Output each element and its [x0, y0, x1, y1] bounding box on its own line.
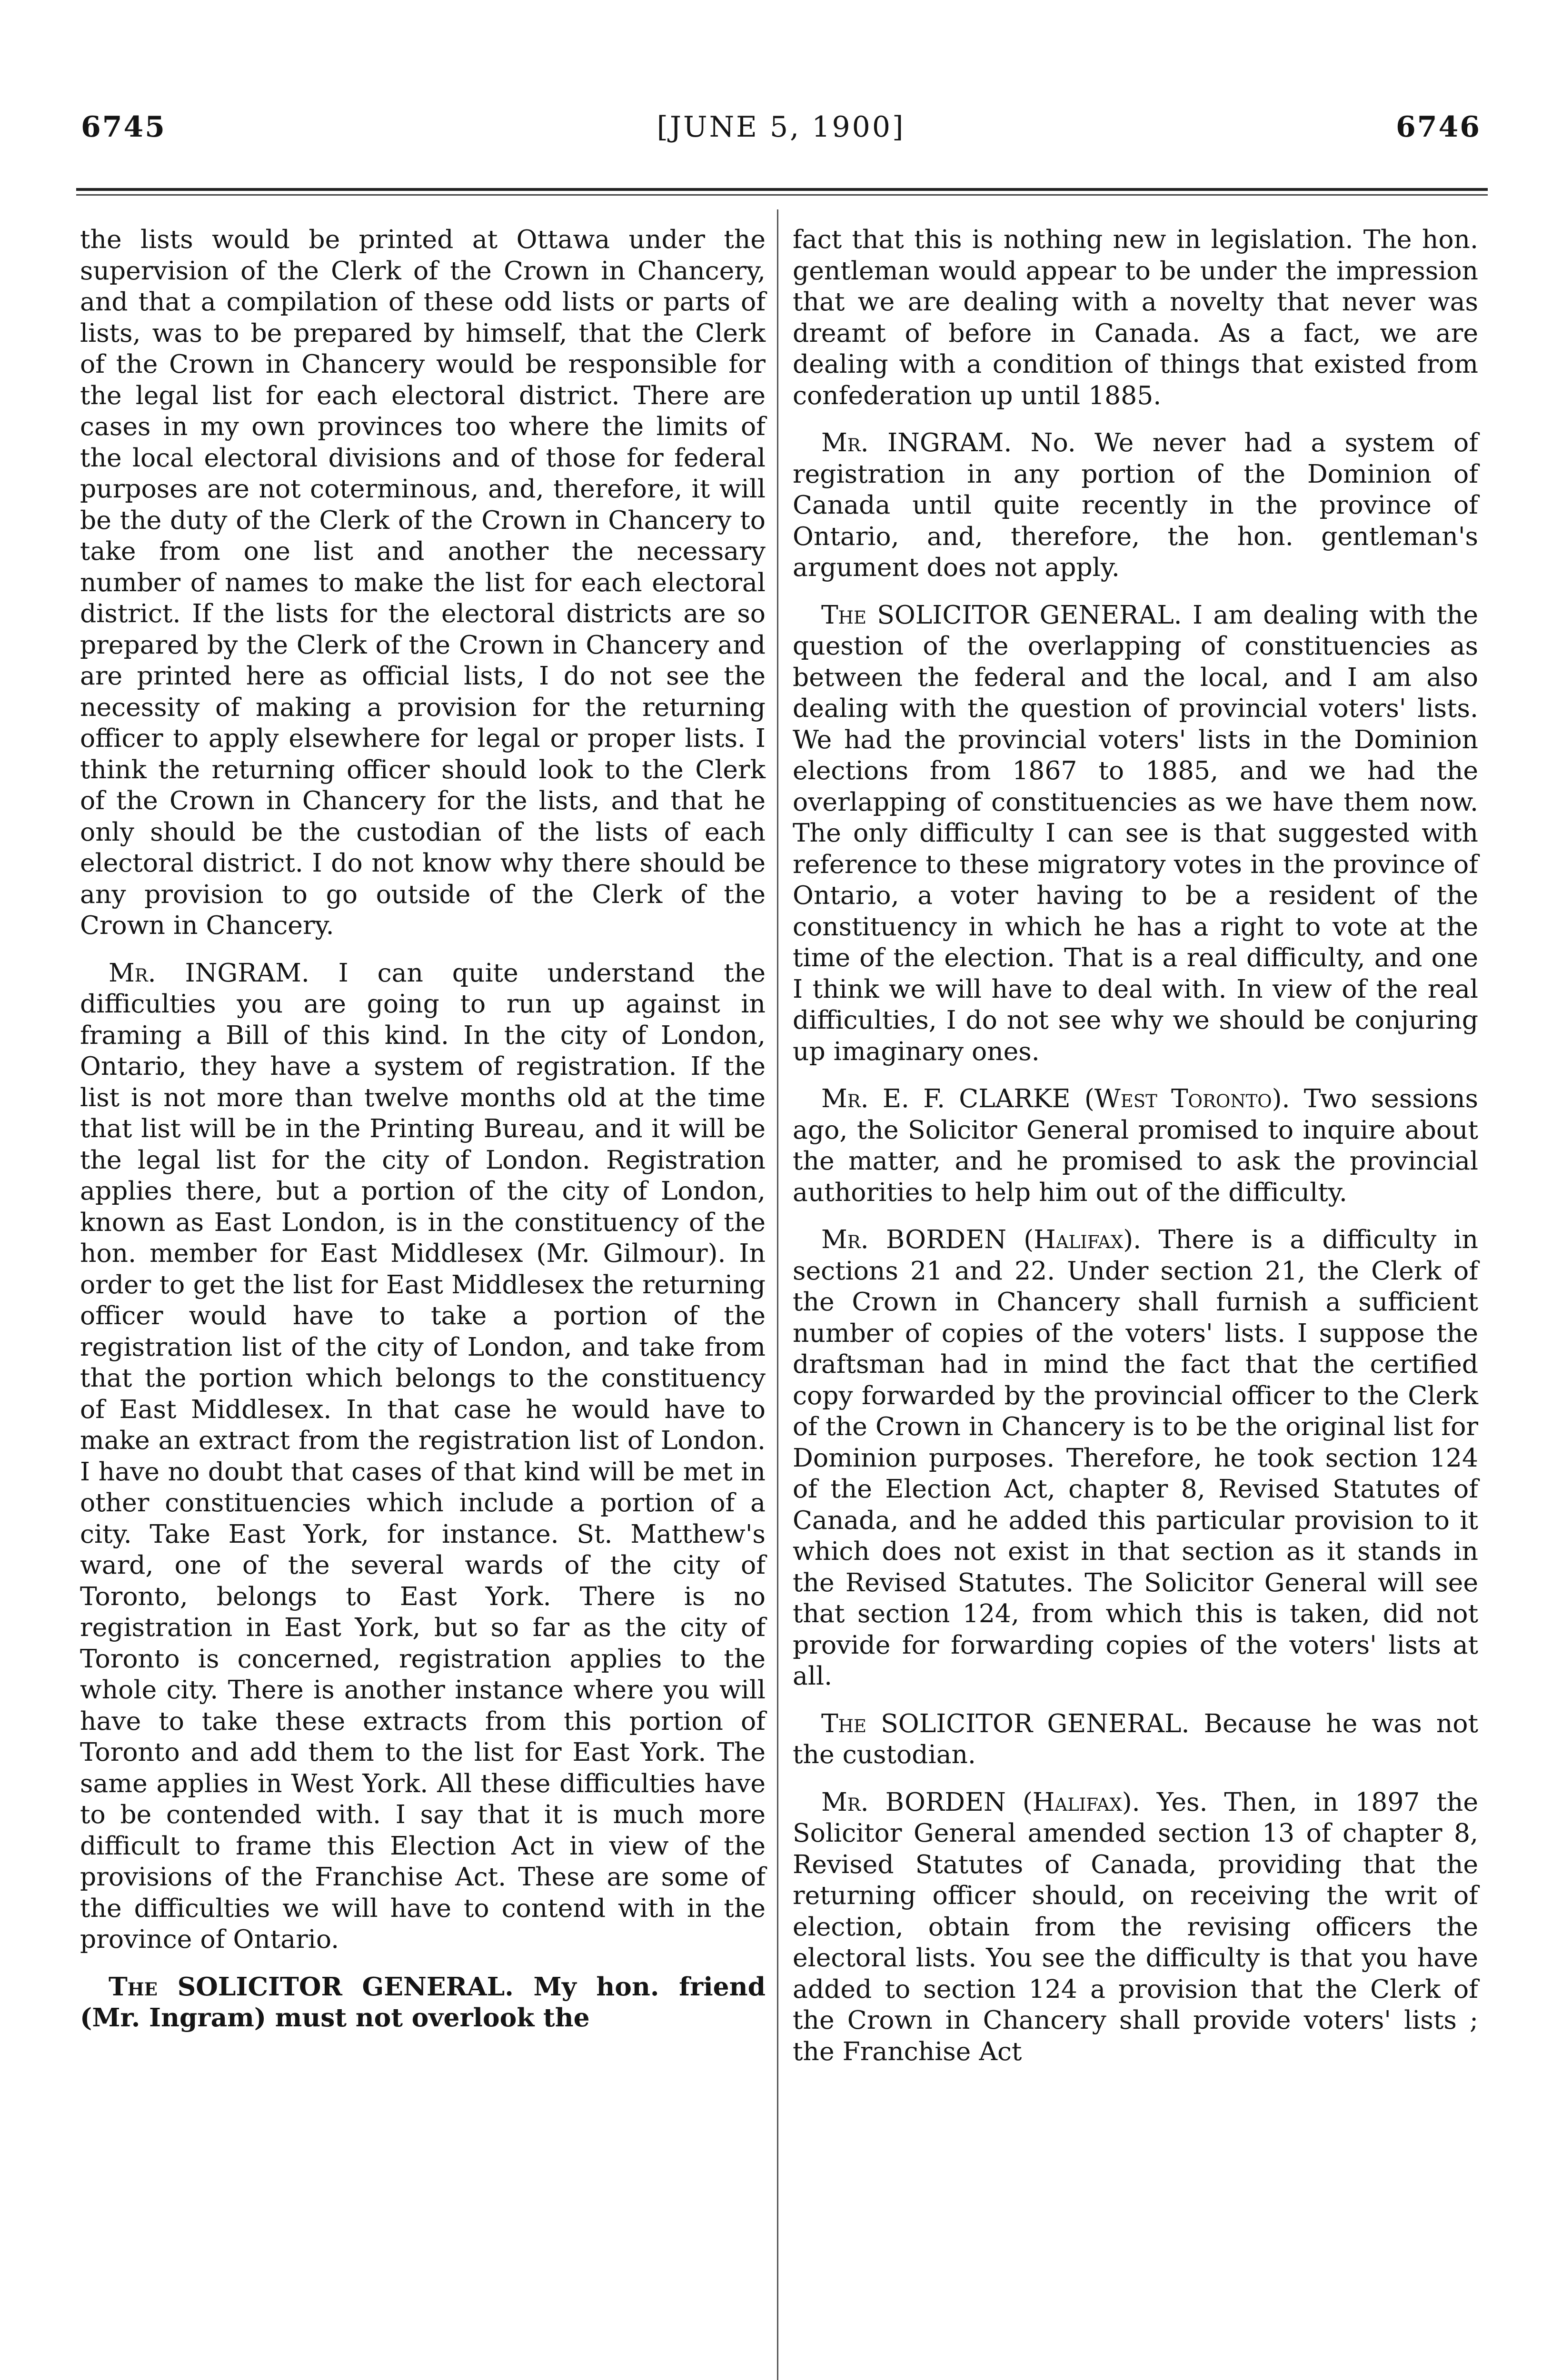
paragraph [793, 599, 1478, 1067]
left-column [80, 224, 766, 2033]
paragraph-text: I can quite understand the difficulties you are going to run up against in framing a Bill of this kind. In the city of London, Ontario, they have a system of registration. If the list is not more than twelve months old at the time that list will be in the Printing Bureau, and it will be the legal list for the city of London. Registration applies there, but a portion of the city of London, known as East London, is in the constituency of the hon. member for East Middlesex (Mr. Gilmour). In order to get the list for East Middlesex the returning officer would have to take a portion of the registration list of the city of London, and take from that the portion which belongs to the constituency of East Middlesex. In that case he would have to make an extract from the registration list of London. I have no doubt that cases of that kind will be met in other constituencies which include a portion of a city. Take East York, for instance. St. Matthew's ward, one of the several wards of the city of Toronto, belongs to East York. There is no registration in East York, but so far as the city of Toronto is concerned, registration applies to the whole city. There is another instance where you will have to take these extracts from this portion of Toronto and add them to the list for East York. The same applies in West York. All these difficulties have to be contended with. I say that it is much more difficult to frame this Election Act in view of the provisions of the Franchise Act. These are some of the difficulties we will have to contend with in the province of Ontario. [80, 957, 766, 1954]
paragraph [793, 427, 1478, 583]
paragraph [80, 957, 766, 1955]
paragraph [793, 1786, 1478, 2067]
paragraph [793, 1083, 1478, 1208]
page-header [81, 110, 1481, 153]
paragraph-text: I am dealing with the question of the overlapping of constituencies as between the federal and the local, and I am also dealing with the question of provincial voters' lists. We had the provincial voters' lists in the Dominion elections from 1867 to 1885, and we had the overlapping of constituencies as we have them now. The only difficulty I can see is that suggested with reference to these migratory votes in the province of Ontario, a voter having to be a resident of the constituency in which he has a right to vote at the time of the election. That is a real difficulty, and one I think we will have to deal with. In view of the real difficulties, I do not see why we should be conjuring up imaginary ones. [793, 599, 1479, 1066]
paragraph [793, 224, 1478, 411]
page-number-left: 6745 [81, 110, 166, 144]
paragraph [793, 1224, 1478, 1692]
page-date: [JUNE 5, 1900] [657, 110, 905, 144]
paragraph-text: fact that this is nothing new in legislation. The hon. gentleman would appear to be under the impression that we are dealing with a novelty that never was dreamt of before in Canada. As a fact, we are dealing with a condition of things that existed from confederation up until 1885. [793, 224, 1478, 410]
speaker-name: Mr. E. F. CLARKE (West Toronto). [821, 1083, 1290, 1113]
paragraph-text: Two sessions ago, the Solicitor General promised to inquire about the matter, and he promised to ask the provincial authorities to help him out of the difficulty. [793, 1083, 1478, 1207]
right-column [793, 224, 1478, 2067]
paragraph-text: Because he was not the custodian. [793, 1708, 1478, 1769]
paragraph-text: No. We never had a system of registration in any portion of the Dominion of Canada until quite recently in the province of Ontario, and, therefore, the hon. gentleman's argument does not apply. [793, 427, 1478, 582]
speaker-name: Mr. INGRAM. [109, 957, 309, 988]
paragraph-text: There is a difficulty in sections 21 and 22. Under section 21, the Clerk of the Crown in Chancery shall furnish a sufficient number of copies of the voters' lists. I suppose the draftsman had in mind the fact that the certified copy forwarded by the provincial officer to the Clerk of the Crown in Chancery is to be the original list for Dominion purposes. Therefore, he took section 124 of the Election Act, chapter 8, Revised Statutes of Canada, and he added this particular provision to it which does not exist in that section as it stands in the Revised Statutes. The Solicitor General will see that section 124, from which this is taken, did not provide for forwarding copies of the voters' lists at all. [793, 1224, 1479, 1691]
speaker-name: The SOLICITOR GENERAL. [821, 1708, 1190, 1738]
header-rule-thin [76, 194, 1488, 196]
paragraph [80, 224, 766, 941]
page-number-right: 6746 [1396, 110, 1481, 144]
speaker-name: The SOLICITOR GENERAL. [109, 1971, 514, 2002]
paragraph [80, 1971, 766, 2033]
header-rule [76, 188, 1488, 191]
speaker-name: Mr. INGRAM. [821, 427, 1012, 457]
paragraph-text: the lists would be printed at Ottawa under the supervision of the Clerk of the Crown in Chancery, and that a compilation of these odd lists or parts of lists, was to be prepared by himself, that the Clerk of the Crown in Chancery would be responsible for the legal list for each electoral district. There are cases in my own provinces too where the limits of the local electoral divisions and of those for federal purposes are not coterminous, and, therefore, it will be the duty of the Clerk of the Crown in Chancery to take from one list and another the necessary number of names to make the list for each electoral district. If the lists for the electoral districts are so prepared by the Clerk of the Crown in Chancery and are printed here as official lists, I do not see the necessity of making a provision for the returning officer to apply elsewhere for legal or proper lists. I think the returning officer should look to the Clerk of the Crown in Chancery for the lists, and that he only should be the custodian of the lists of each electoral district. I do not know why there should be any provision to go outside of the Clerk of the Crown in Chancery. [80, 224, 766, 940]
speaker-name: Mr. BORDEN (Halifax). [821, 1786, 1140, 1817]
speaker-name: Mr. BORDEN (Halifax). [821, 1224, 1142, 1254]
speaker-name: The SOLICITOR GENERAL. [821, 599, 1182, 630]
paragraph-text: My hon. friend (Mr. Ingram) must not overlook the [80, 1971, 766, 2033]
paragraph-text: Yes. Then, in 1897 the Solicitor General amended section 13 of chapter 8, Revised Statutes of Canada, providing that the returning officer should, on receiving the writ of election, obtain from the revising officers the electoral lists. You see the difficulty is that you have added to section 124 a provision that the Clerk of the Crown in Chancery shall provide voters' lists ; the Franchise Act [793, 1786, 1478, 2066]
column-divider [777, 209, 778, 2380]
paragraph [793, 1708, 1478, 1770]
